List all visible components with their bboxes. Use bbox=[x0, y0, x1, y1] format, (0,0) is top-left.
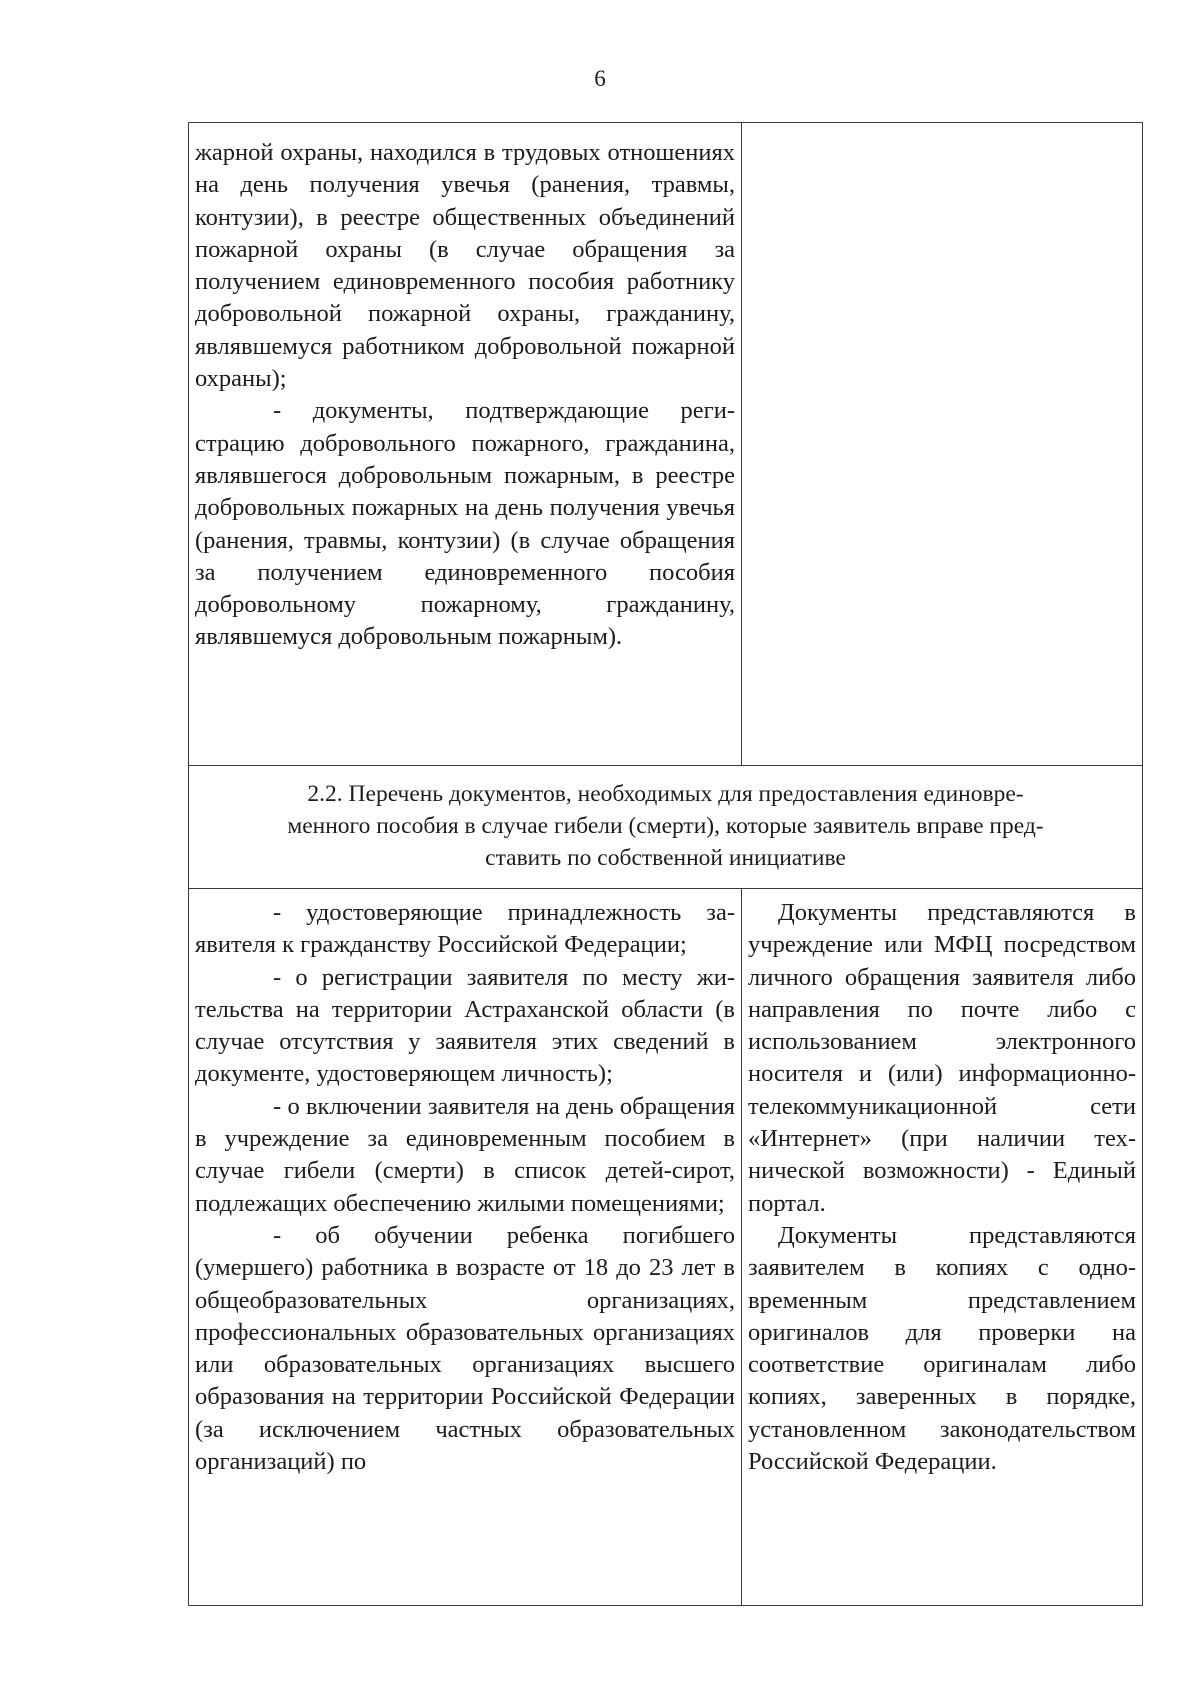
documents-table bbox=[188, 122, 1143, 1606]
paragraph: - документы, подтверждающие регистрацию добровольного пожарного, гражданина, являвшегося добровольным пожарным, в реестре добровольных пожарных на день получения увечья (ранения, травмы, контузии) (в случае обращения за получением единовременного пособия добровольному пожарному, гражданину, являвшемуся добровольным пожарным). bbox=[195, 397, 735, 651]
paragraph: жарной охраны, находился в трудовых отношениях на день получения увечья (ранения, травмы, контузии), в реестре общественных объединений пожарной охраны (в случае обращения за получением единовременного пособия работнику добровольной пожарной охраны, гражданину, являвшемуся работником добровольной пожарной охраны); bbox=[195, 139, 735, 393]
section-header-line: ставить по собственной инициативе bbox=[485, 845, 846, 871]
section-header-line: 2.2. Перечень документов, необходимых для предоставления единовре- bbox=[307, 781, 1024, 807]
section-header-row bbox=[189, 766, 1143, 889]
section-header-line: менного пособия в случае гибели (смерти), которые заявитель вправе пред- bbox=[287, 813, 1044, 839]
table-row bbox=[189, 123, 1143, 766]
paragraph: Документы представляются в учреждение или МФЦ посредством личного обращения заявителя либо направления по почте либо с использованием электронного носителя и (или) информационно-телекоммуникационной сети «Интернет» (при наличии технической возможности) - Единый портал. bbox=[748, 899, 1136, 1217]
table-cell-left bbox=[189, 889, 742, 1606]
page-number: 6 bbox=[594, 66, 606, 91]
list-item: - о включении заявителя на день обращения в учреждение за единовременным пособием в случае гибели (смерти) в список детей-сирот, подлежащих обеспечению жилыми помещениями; bbox=[195, 1092, 735, 1217]
table-cell-left bbox=[189, 123, 742, 766]
paragraph: Документы представляются заявителем в копиях с одновременным представлением оригиналов для проверки на соответствие оригиналам либо копиях, заверенных в порядке, установленном законодательством Российской Федерации. bbox=[748, 1221, 1136, 1476]
list-item: - об обучении ребенка погибшего (умершего) работника в возрасте от 18 до 23 лет в общеобразовательных организациях, профессиональных образовательных организациях или образовательных организациях высшего образования на территории Российской Федерации (за исключением частных образовательных организаций) по bbox=[195, 1221, 735, 1476]
list-item: - удостоверяющие принадлежность заявителя к гражданству Российской Федерации; bbox=[195, 899, 735, 959]
table-cell-right bbox=[742, 123, 1143, 766]
section-header bbox=[189, 766, 1143, 889]
table-row bbox=[189, 889, 1143, 1606]
table-cell-right bbox=[742, 889, 1143, 1606]
list-item: - о регистрации заявителя по месту жительства на территории Астраханской области (в случае отсутствия у заявителя этих сведений в документе, удостоверяющем личность); bbox=[195, 963, 735, 1088]
